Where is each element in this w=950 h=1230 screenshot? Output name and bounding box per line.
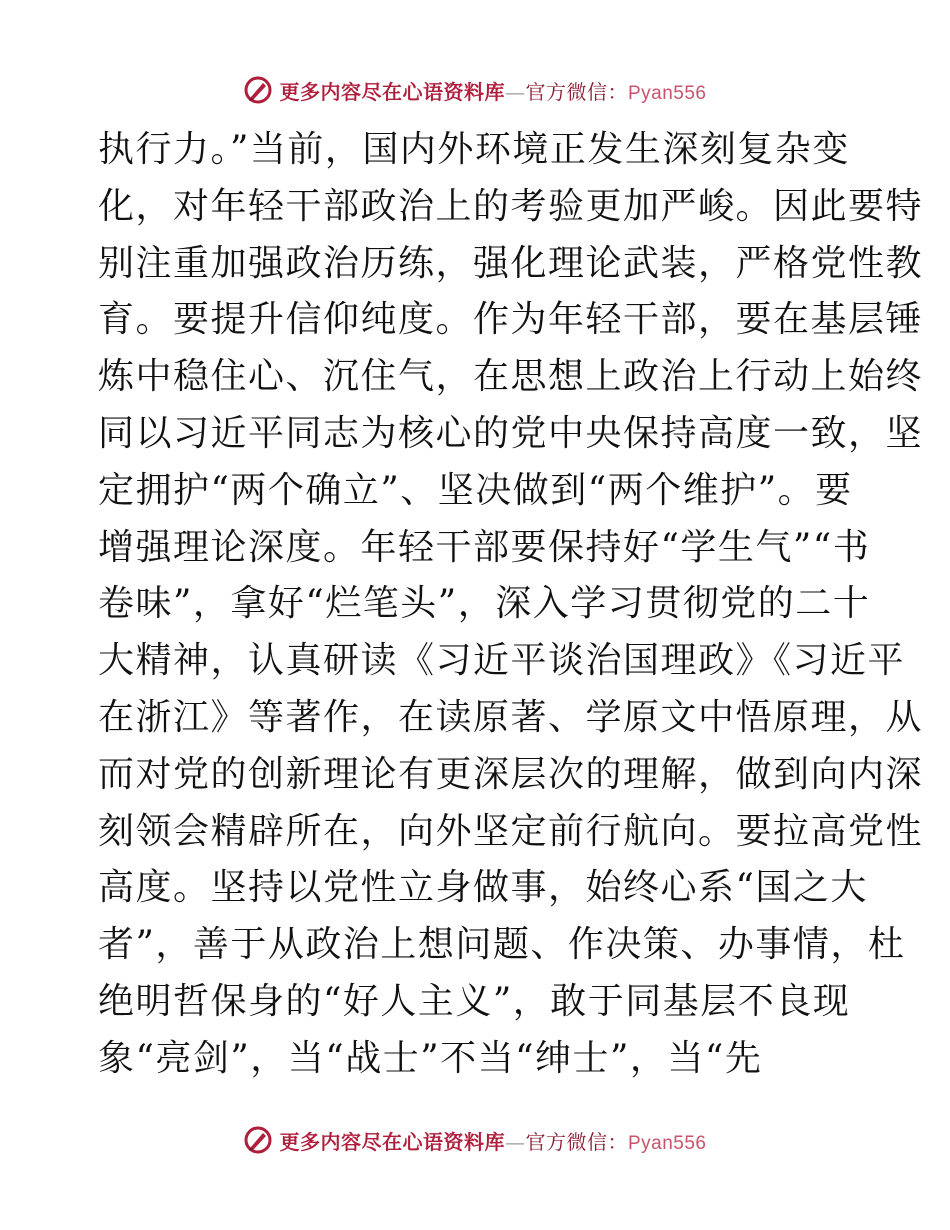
footer-banner-wechat: Pyan556 <box>627 1132 707 1154</box>
body-line: 者”，善于从政治上想问题、作决策、办事情，杜 <box>98 924 906 966</box>
header-banner-dash: — <box>504 79 526 104</box>
body-line: 在浙江》等著作，在读原著、学原文中悟原理，从 <box>98 696 924 738</box>
header-banner-text <box>279 76 706 105</box>
body-line: 象“亮剑”，当“战士”不当“绅士”，当“先 <box>98 1037 763 1079</box>
body-line: 定拥护“两个确立”、坚决做到“两个维护”。要 <box>98 469 853 511</box>
body-line: 大精神，认真研读《习近平谈治国理政》《习近平 <box>98 640 906 682</box>
footer-banner-main: 更多内容尽在心语资料库 <box>279 1129 505 1154</box>
footer-banner-text <box>279 1126 706 1155</box>
xinyu-pen-logo-icon <box>243 75 273 105</box>
body-line: 增强理论深度。年轻干部要保持好“学生气”“书 <box>98 526 871 568</box>
header-banner-sub: 官方微信： <box>525 79 628 104</box>
header-banner-main: 更多内容尽在心语资料库 <box>279 79 505 104</box>
body-line: 执行力。”当前，国内外环境正发生深刻复杂变 <box>98 129 850 170</box>
body-line: 绝明哲保身的“好人主义”，敢于同基层不良现 <box>98 980 851 1022</box>
body-line: 刻领会精辟所在，向外坚定前行航向。要拉高党性 <box>98 810 924 852</box>
body-line: 别注重加强政治历练，强化理论武装，严格党性教 <box>98 242 924 284</box>
footer-banner <box>0 1120 950 1160</box>
footer-banner-dash: — <box>504 1129 526 1154</box>
body-line: 卷味”，拿好“烂笔头”，深入学习贯彻党的二十 <box>98 583 871 625</box>
body-line: 化，对年轻干部政治上的考验更加严峻。因此要特 <box>98 185 924 227</box>
body-line: 同以习近平同志为核心的党中央保持高度一致，坚 <box>98 412 924 454</box>
body-line: 高度。坚持以党性立身做事，始终心系“国之大 <box>98 867 868 909</box>
document-body <box>98 122 924 1088</box>
header-banner-wechat: Pyan556 <box>627 82 707 104</box>
body-line: 育。要提升信仰纯度。作为年轻干部，要在基层锤 <box>98 299 924 341</box>
body-line: 而对党的创新理论有更深层次的理解，做到向内深 <box>98 753 924 795</box>
footer-banner-sub: 官方微信： <box>525 1129 628 1154</box>
body-line: 炼中稳住心、沉住气，在思想上政治上行动上始终 <box>98 356 924 398</box>
xinyu-pen-logo-icon <box>243 1125 273 1155</box>
header-banner <box>0 70 950 110</box>
